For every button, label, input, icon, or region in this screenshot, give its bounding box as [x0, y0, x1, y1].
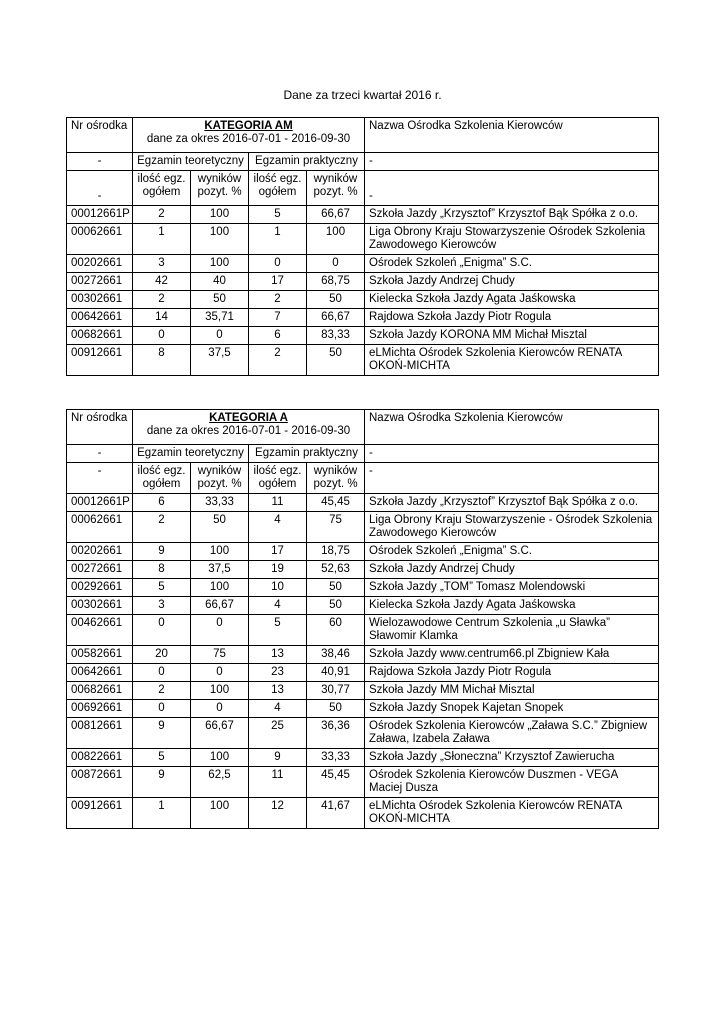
- cell-theory-pct: 0: [191, 700, 249, 718]
- cell-nr: 00912661: [67, 345, 133, 376]
- cell-name: Liga Obrony Kraju Stowarzyszenie Ośrodek Szkolenia Zawodowego Kierowców: [365, 224, 659, 255]
- cell-practical-pct: 100: [307, 224, 365, 255]
- table-row: [67, 543, 659, 561]
- table-row: [67, 512, 659, 543]
- cell-theory-count: 14: [133, 309, 191, 327]
- table-row: [67, 291, 659, 309]
- table-row: [67, 682, 659, 700]
- cell-practical-pct: 75: [307, 512, 365, 543]
- cell-name: Liga Obrony Kraju Stowarzyszenie - Ośrodek Szkolenia Zawodowego Kierowców: [365, 512, 659, 543]
- subheader-row: [67, 445, 659, 463]
- cell-nr: 00062661: [67, 224, 133, 255]
- subheader-nr: -: [67, 445, 133, 463]
- cell-name: Szkoła Jazdy Andrzej Chudy: [365, 273, 659, 291]
- cell-theory-count: 9: [133, 718, 191, 749]
- subheader-practical: Egzamin praktyczny: [249, 445, 365, 463]
- cell-theory-count: 0: [133, 327, 191, 345]
- cell-theory-count: 0: [133, 664, 191, 682]
- table-kategoria-am: [66, 117, 659, 376]
- cell-theory-pct: 62,5: [191, 767, 249, 798]
- cell-nr: 00292661: [67, 579, 133, 597]
- cell-practical-pct: 30,77: [307, 682, 365, 700]
- cell-practical-pct: 45,45: [307, 494, 365, 512]
- cell-theory-pct: 37,5: [191, 561, 249, 579]
- cell-theory-pct: 100: [191, 543, 249, 561]
- cell-theory-pct: 66,67: [191, 718, 249, 749]
- cell-practical-count: 10: [249, 579, 307, 597]
- cell-name: Wielozawodowe Centrum Szkolenia „u Sławka” Sławomir Klamka: [365, 615, 659, 646]
- cell-practical-pct: 45,45: [307, 767, 365, 798]
- category-period: dane za okres 2016-07-01 - 2016-09-30: [146, 133, 351, 145]
- cell-theory-count: 2: [133, 682, 191, 700]
- table-a-body: [67, 410, 659, 829]
- cell-name: Ośrodek Szkolenia Kierowców Duszmen - VEGA Maciej Dusza: [365, 767, 659, 798]
- cell-nr: 00872661: [67, 767, 133, 798]
- cell-practical-count: 19: [249, 561, 307, 579]
- subheader-theory: Egzamin teoretyczny: [133, 445, 249, 463]
- cell-name: Szkoła Jazdy www.centrum66.pl Zbigniew Kała: [365, 646, 659, 664]
- table-row: [67, 309, 659, 327]
- cell-theory-pct: 0: [191, 615, 249, 646]
- cell-name: Szkoła Jazdy MM Michał Misztal: [365, 682, 659, 700]
- table-am-body: [67, 118, 659, 376]
- cell-theory-pct: 37,5: [191, 345, 249, 376]
- cell-practical-pct: 33,33: [307, 749, 365, 767]
- table-row: [67, 224, 659, 255]
- category-title: KATEGORIA AM: [204, 120, 293, 132]
- category-period: dane za okres 2016-07-01 - 2016-09-30: [146, 425, 351, 437]
- subheader2-pct2: wyników pozyt. %: [307, 171, 365, 206]
- cell-theory-pct: 0: [191, 664, 249, 682]
- cell-name: Kielecka Szkoła Jazdy Agata Jaśkowska: [365, 597, 659, 615]
- cell-practical-pct: 40,91: [307, 664, 365, 682]
- table-row: [67, 597, 659, 615]
- table-row: [67, 664, 659, 682]
- subheader2-name: -: [365, 463, 659, 494]
- cell-theory-count: 2: [133, 512, 191, 543]
- cell-theory-count: 5: [133, 749, 191, 767]
- cell-practical-count: 5: [249, 206, 307, 224]
- cell-theory-count: 3: [133, 597, 191, 615]
- table-row: [67, 579, 659, 597]
- cell-practical-count: 11: [249, 767, 307, 798]
- cell-name: Rajdowa Szkoła Jazdy Piotr Rogula: [365, 664, 659, 682]
- subheader2-pct2: wyników pozyt. %: [307, 463, 365, 494]
- table-row: [67, 561, 659, 579]
- cell-practical-count: 17: [249, 543, 307, 561]
- table-row: [67, 273, 659, 291]
- header-nr: Nr ośrodka: [67, 118, 133, 153]
- cell-theory-pct: 66,67: [191, 597, 249, 615]
- cell-practical-count: 17: [249, 273, 307, 291]
- cell-nr: 00822661: [67, 749, 133, 767]
- cell-practical-pct: 66,67: [307, 309, 365, 327]
- cell-theory-pct: 50: [191, 291, 249, 309]
- cell-practical-pct: 41,67: [307, 798, 365, 829]
- cell-name: Szkoła Jazdy Andrzej Chudy: [365, 561, 659, 579]
- cell-name: eLMichta Ośrodek Szkolenia Kierowców RENATA OKOŃ-MICHTA: [365, 798, 659, 829]
- cell-practical-count: 12: [249, 798, 307, 829]
- cell-practical-count: 7: [249, 309, 307, 327]
- cell-practical-count: 6: [249, 327, 307, 345]
- cell-nr: 00462661: [67, 615, 133, 646]
- header-nr: Nr ośrodka: [67, 410, 133, 445]
- cell-practical-count: 4: [249, 512, 307, 543]
- table-header-row: [67, 410, 659, 445]
- subheader-name: -: [365, 445, 659, 463]
- header-category: [133, 410, 365, 445]
- subheader-name: -: [365, 153, 659, 171]
- cell-theory-count: 5: [133, 579, 191, 597]
- table-row: [67, 615, 659, 646]
- subheader2-count: ilość egz. ogółem: [133, 171, 191, 206]
- subheader2-nr: -: [67, 463, 133, 494]
- cell-practical-count: 9: [249, 749, 307, 767]
- cell-practical-pct: 50: [307, 345, 365, 376]
- cell-theory-count: 8: [133, 345, 191, 376]
- cell-theory-pct: 0: [191, 327, 249, 345]
- cell-theory-count: 0: [133, 615, 191, 646]
- cell-practical-count: 13: [249, 646, 307, 664]
- cell-nr: 00682661: [67, 327, 133, 345]
- cell-nr: 00912661: [67, 798, 133, 829]
- cell-practical-count: 11: [249, 494, 307, 512]
- cell-theory-pct: 35,71: [191, 309, 249, 327]
- cell-practical-count: 4: [249, 700, 307, 718]
- cell-nr: 00642661: [67, 664, 133, 682]
- table-row: [67, 327, 659, 345]
- table-kategoria-a: [66, 409, 659, 829]
- cell-practical-pct: 52,63: [307, 561, 365, 579]
- cell-theory-count: 1: [133, 224, 191, 255]
- cell-theory-pct: 50: [191, 512, 249, 543]
- cell-theory-pct: 100: [191, 255, 249, 273]
- table-header-row: [67, 118, 659, 153]
- table-row: [67, 718, 659, 749]
- header-category: [133, 118, 365, 153]
- cell-name: Ośrodek Szkolenia Kierowców „Zaława S.C.” Zbigniew Zaława, Izabela Zaława: [365, 718, 659, 749]
- cell-nr: 00202661: [67, 543, 133, 561]
- table-row: [67, 749, 659, 767]
- cell-practical-count: 2: [249, 291, 307, 309]
- header-name: Nazwa Ośrodka Szkolenia Kierowców: [365, 118, 659, 153]
- subheader-row: [67, 153, 659, 171]
- cell-practical-pct: 50: [307, 291, 365, 309]
- subheader-theory: Egzamin teoretyczny: [133, 153, 249, 171]
- subheader2-nr: -: [67, 171, 133, 206]
- table-row: [67, 767, 659, 798]
- cell-theory-count: 8: [133, 561, 191, 579]
- cell-name: Ośrodek Szkoleń „Enigma” S.C.: [365, 255, 659, 273]
- subheader2-name: -: [365, 171, 659, 206]
- cell-name: eLMichta Ośrodek Szkolenia Kierowców RENATA OKOŃ-MICHTA: [365, 345, 659, 376]
- cell-practical-count: 25: [249, 718, 307, 749]
- cell-practical-pct: 18,75: [307, 543, 365, 561]
- cell-nr: 00012661P: [67, 206, 133, 224]
- cell-nr: 00682661: [67, 682, 133, 700]
- cell-practical-count: 0: [249, 255, 307, 273]
- cell-theory-count: 6: [133, 494, 191, 512]
- cell-name: Szkoła Jazdy „Słoneczna” Krzysztof Zawierucha: [365, 749, 659, 767]
- cell-practical-count: 5: [249, 615, 307, 646]
- cell-theory-pct: 40: [191, 273, 249, 291]
- subheader2-count: ilość egz. ogółem: [133, 463, 191, 494]
- cell-practical-count: 2: [249, 345, 307, 376]
- cell-practical-pct: 50: [307, 700, 365, 718]
- cell-practical-pct: 0: [307, 255, 365, 273]
- subheader2-pct: wyników pozyt. %: [191, 463, 249, 494]
- cell-theory-pct: 100: [191, 579, 249, 597]
- header-name: Nazwa Ośrodka Szkolenia Kierowców: [365, 410, 659, 445]
- subheader2-pct: wyników pozyt. %: [191, 171, 249, 206]
- cell-practical-pct: 66,67: [307, 206, 365, 224]
- cell-practical-pct: 50: [307, 579, 365, 597]
- cell-nr: 00272661: [67, 561, 133, 579]
- subheader-row-2: [67, 463, 659, 494]
- table-row: [67, 700, 659, 718]
- cell-name: Ośrodek Szkoleń „Enigma” S.C.: [365, 543, 659, 561]
- cell-practical-count: 13: [249, 682, 307, 700]
- cell-theory-count: 3: [133, 255, 191, 273]
- cell-theory-pct: 100: [191, 749, 249, 767]
- cell-nr: 00302661: [67, 291, 133, 309]
- cell-theory-count: 20: [133, 646, 191, 664]
- cell-name: Rajdowa Szkoła Jazdy Piotr Rogula: [365, 309, 659, 327]
- cell-theory-count: 2: [133, 291, 191, 309]
- cell-theory-pct: 100: [191, 206, 249, 224]
- cell-practical-count: 23: [249, 664, 307, 682]
- cell-theory-count: 1: [133, 798, 191, 829]
- cell-nr: 00272661: [67, 273, 133, 291]
- category-title: KATEGORIA A: [209, 412, 288, 424]
- cell-nr: 00642661: [67, 309, 133, 327]
- table-row: [67, 206, 659, 224]
- cell-theory-count: 0: [133, 700, 191, 718]
- cell-theory-count: 2: [133, 206, 191, 224]
- table-row: [67, 255, 659, 273]
- cell-practical-pct: 50: [307, 597, 365, 615]
- cell-nr: 00202661: [67, 255, 133, 273]
- table-row: [67, 646, 659, 664]
- cell-nr: 00582661: [67, 646, 133, 664]
- cell-nr: 00692661: [67, 700, 133, 718]
- cell-name: Szkoła Jazdy KORONA MM Michał Misztal: [365, 327, 659, 345]
- cell-practical-pct: 83,33: [307, 327, 365, 345]
- subheader-practical: Egzamin praktyczny: [249, 153, 365, 171]
- cell-practical-pct: 36,36: [307, 718, 365, 749]
- subheader2-count2: ilość egz. ogółem: [249, 463, 307, 494]
- cell-nr: 00302661: [67, 597, 133, 615]
- cell-practical-count: 1: [249, 224, 307, 255]
- table-row: [67, 798, 659, 829]
- cell-theory-count: 42: [133, 273, 191, 291]
- page-title: Dane za trzeci kwartał 2016 r.: [283, 88, 442, 102]
- cell-practical-pct: 68,75: [307, 273, 365, 291]
- cell-name: Szkoła Jazdy „Krzysztof” Krzysztof Bąk Spółka z o.o.: [365, 494, 659, 512]
- subheader-row-2: [67, 171, 659, 206]
- cell-nr: 00012661P: [67, 494, 133, 512]
- cell-practical-pct: 60: [307, 615, 365, 646]
- cell-practical-count: 4: [249, 597, 307, 615]
- table-row: [67, 494, 659, 512]
- cell-theory-count: 9: [133, 543, 191, 561]
- cell-theory-pct: 33,33: [191, 494, 249, 512]
- subheader-nr: -: [67, 153, 133, 171]
- cell-theory-pct: 100: [191, 682, 249, 700]
- cell-practical-pct: 38,46: [307, 646, 365, 664]
- cell-name: Kielecka Szkoła Jazdy Agata Jaśkowska: [365, 291, 659, 309]
- cell-nr: 00812661: [67, 718, 133, 749]
- cell-name: Szkoła Jazdy Snopek Kajetan Snopek: [365, 700, 659, 718]
- cell-theory-pct: 75: [191, 646, 249, 664]
- cell-theory-pct: 100: [191, 224, 249, 255]
- subheader2-count2: ilość egz. ogółem: [249, 171, 307, 206]
- cell-nr: 00062661: [67, 512, 133, 543]
- cell-name: Szkoła Jazdy „TOM” Tomasz Molendowski: [365, 579, 659, 597]
- cell-name: Szkoła Jazdy „Krzysztof” Krzysztof Bąk Spółka z o.o.: [365, 206, 659, 224]
- table-row: [67, 345, 659, 376]
- cell-theory-count: 9: [133, 767, 191, 798]
- cell-theory-pct: 100: [191, 798, 249, 829]
